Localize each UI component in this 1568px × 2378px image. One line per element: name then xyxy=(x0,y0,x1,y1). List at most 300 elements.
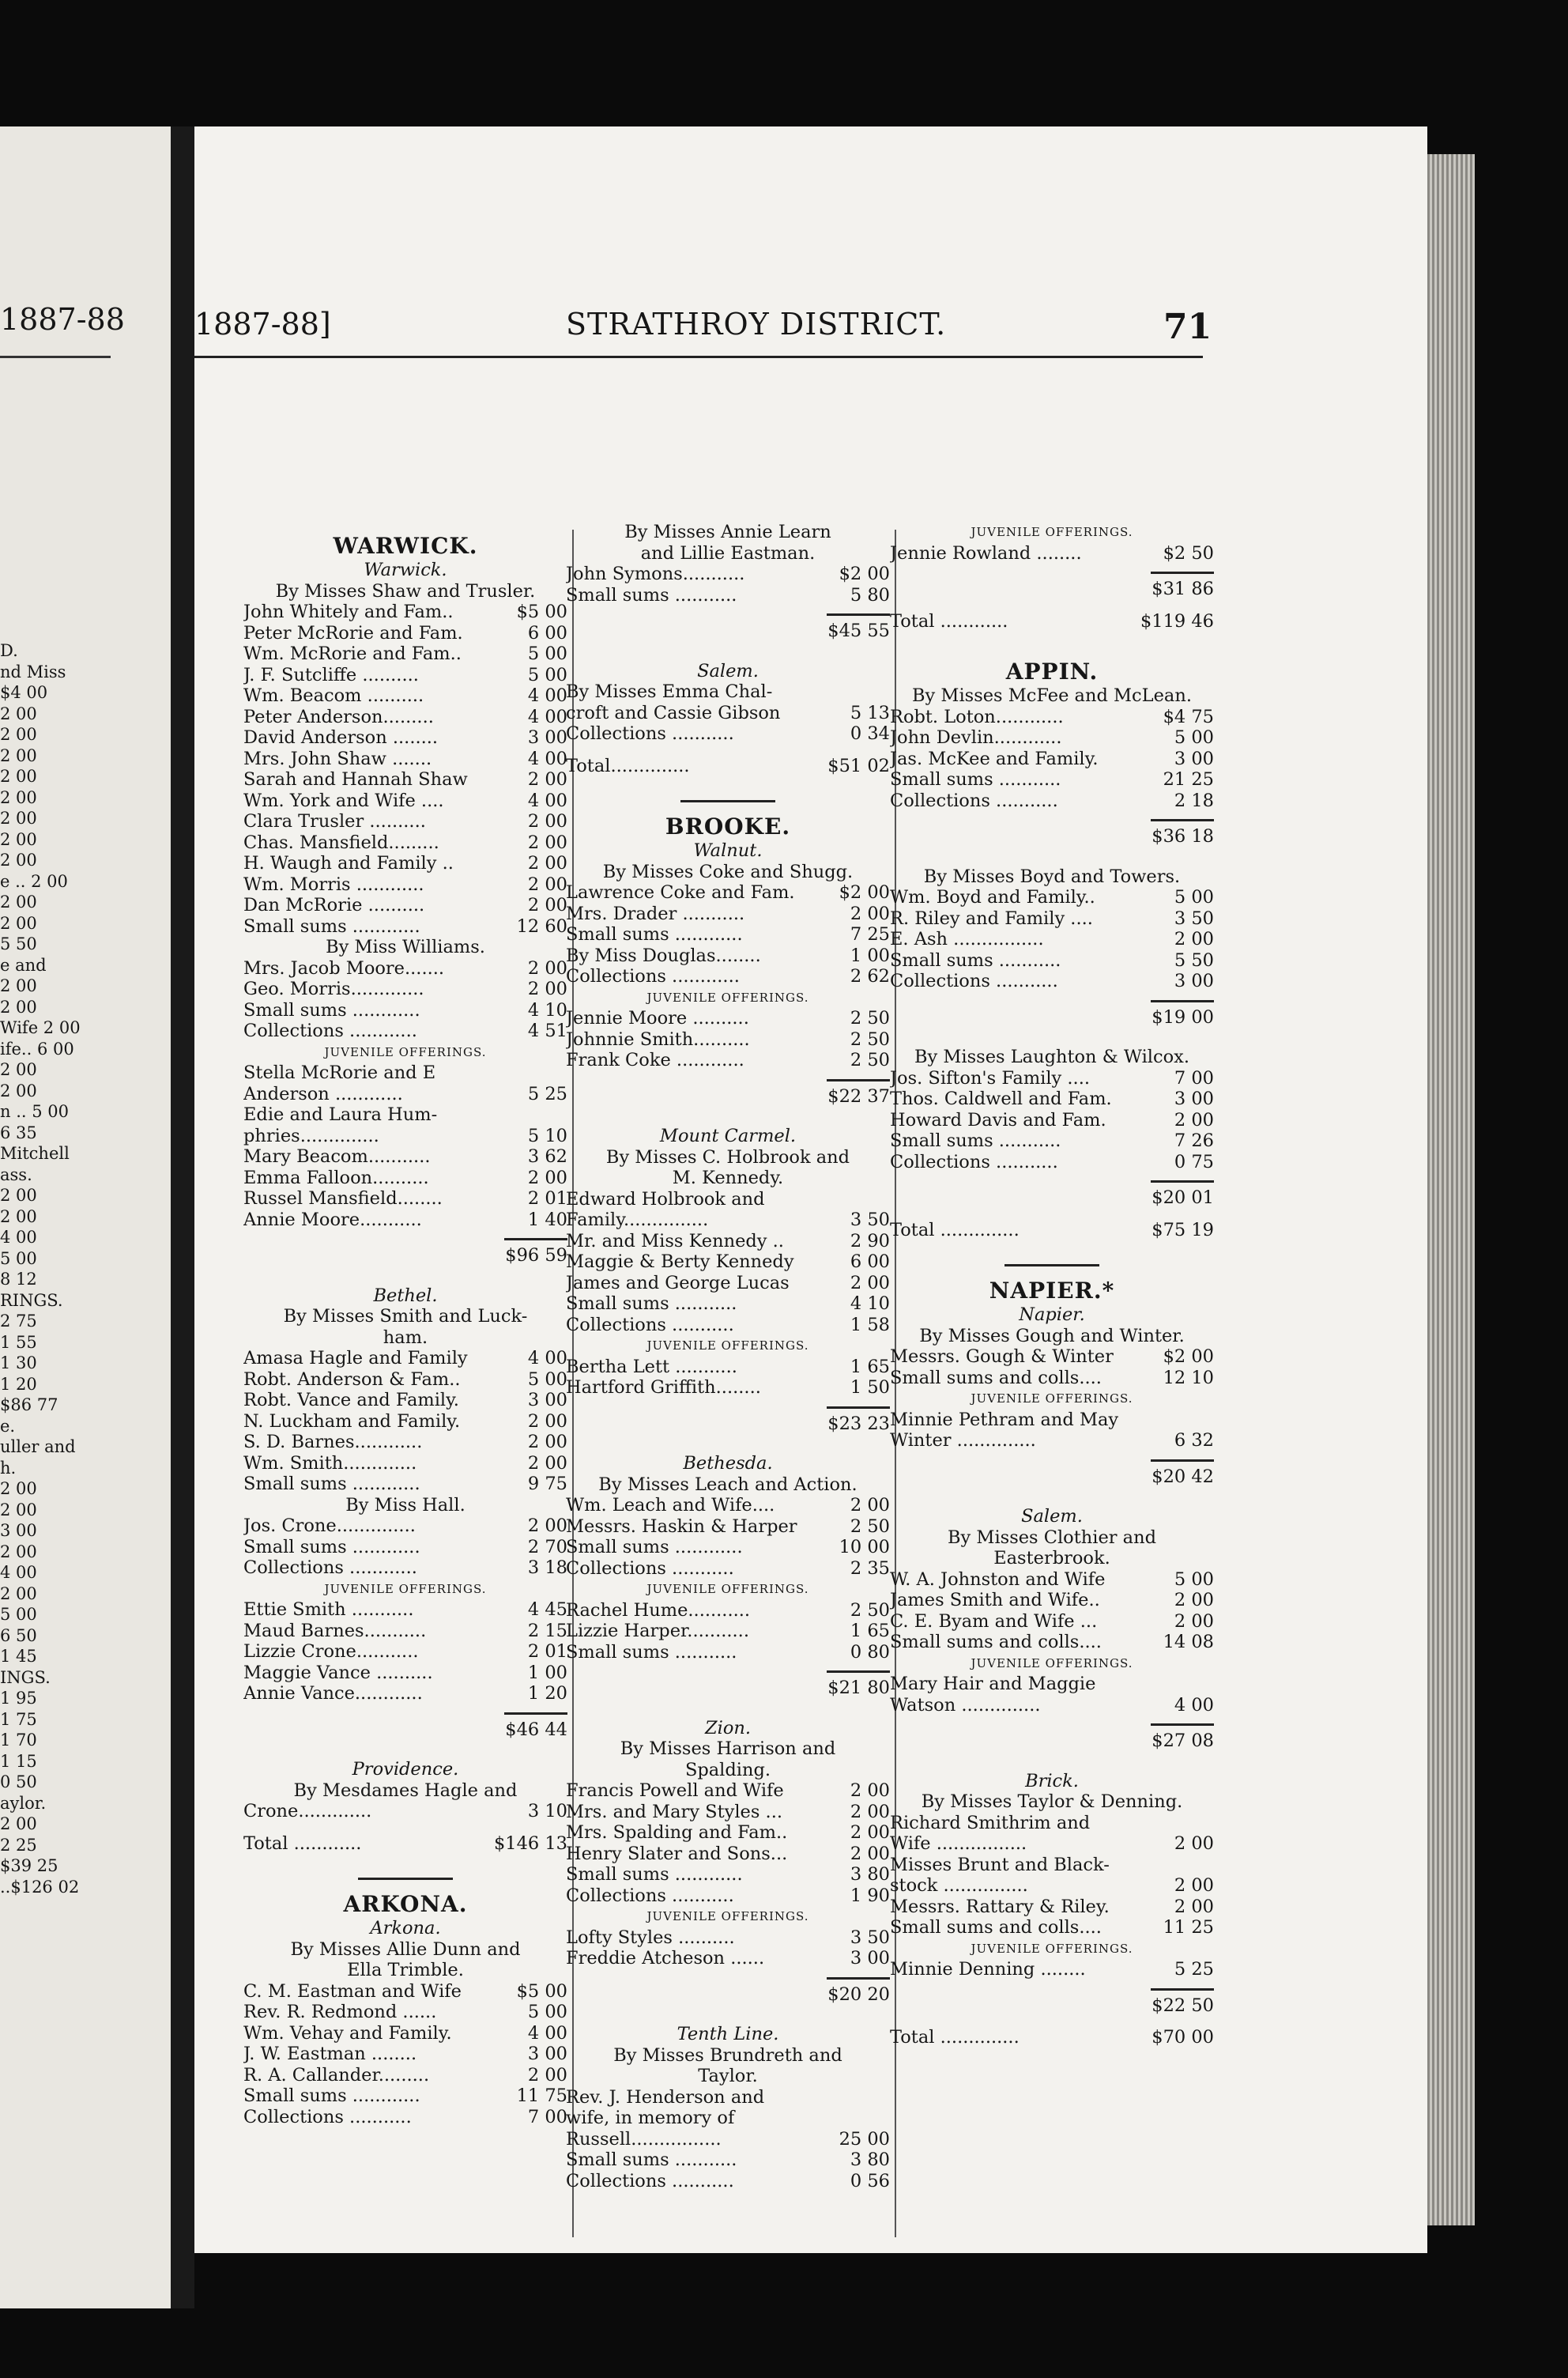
entry-amount: $4 75 xyxy=(1163,706,1214,727)
entry-line xyxy=(566,904,890,925)
entry-amount: 2 00 xyxy=(527,2064,567,2085)
entry-amount: 3 00 xyxy=(1174,1089,1214,1109)
left-page-fragment-line: nd Miss xyxy=(0,662,66,681)
left-page-fragment-line: 2 00 xyxy=(0,1500,37,1519)
juvenile-label: JUVENILE OFFERINGS. xyxy=(646,990,809,1005)
entry-name: Edward Holbrook and xyxy=(566,1188,765,1210)
entry-name: Collections ............ xyxy=(243,1557,417,1578)
entry-amount: 2 35 xyxy=(850,1557,890,1579)
entry-name: Collections ............ xyxy=(566,966,740,987)
left-page-fragment-line: ..$126 02 xyxy=(0,1877,80,1897)
entry-amount: 21 25 xyxy=(1163,769,1214,790)
entry-line xyxy=(890,929,1214,950)
left-page-fragment-line: D. xyxy=(0,641,18,660)
entry-line xyxy=(243,644,567,665)
entry-amount: 4 00 xyxy=(1174,1694,1214,1716)
entry-line xyxy=(243,1981,567,2002)
entry-name: Annie Moore........... xyxy=(243,1209,422,1230)
circuit-total: Total ............ $146 13 xyxy=(243,1833,567,1854)
entry-amount: 4 10 xyxy=(527,999,567,1021)
entry-amount: 7 00 xyxy=(1174,1067,1214,1089)
entry-amount: 4 10 xyxy=(850,1293,890,1314)
left-page-fragment-line: ass. xyxy=(0,1164,32,1184)
entry-line xyxy=(243,727,567,749)
entry-amount: 2 00 xyxy=(1174,1590,1214,1610)
entry-name: Geo. Morris............. xyxy=(243,979,424,999)
entry-line xyxy=(243,1537,567,1558)
entry-name: Collections ........... xyxy=(890,1151,1058,1172)
entry-line xyxy=(243,2002,567,2023)
collectors: By Misses Brundreth and xyxy=(613,2044,842,2066)
entries-list xyxy=(243,1801,567,1822)
entry-line xyxy=(566,1315,890,1336)
entry-line xyxy=(243,665,567,686)
entries-list xyxy=(890,1674,1214,1716)
entry-amount: 2 50 xyxy=(850,1029,890,1050)
entry-line xyxy=(243,853,567,874)
entry-line xyxy=(566,723,890,745)
entries-list xyxy=(243,1063,567,1230)
entry-name: Wm. Leach and Wife.... xyxy=(566,1495,775,1516)
left-page-fragment-line: ife.. 6 00 xyxy=(0,1039,74,1059)
appointment-name: Bethel. xyxy=(373,1285,438,1306)
entry-name: Minnie Denning ........ xyxy=(890,1959,1086,1980)
appointment-name: Bethesda. xyxy=(683,1453,773,1474)
entries-list xyxy=(890,1813,1214,1938)
entry-name: David Anderson ........ xyxy=(243,727,439,748)
entry-line xyxy=(243,1063,567,1084)
entry-line xyxy=(566,2087,890,2108)
entry-line xyxy=(890,1130,1214,1152)
entry-line xyxy=(243,1210,567,1231)
left-page-fragment-line: 1 95 xyxy=(0,1689,37,1708)
entry-line xyxy=(243,1021,567,1042)
collectors: Taylor. xyxy=(698,2066,758,2086)
entry-amount: 2 00 xyxy=(527,811,567,832)
entry-name: Ettie Smith ........... xyxy=(243,1599,414,1620)
entries-list xyxy=(890,1959,1214,1980)
entry-line xyxy=(566,1780,890,1802)
entry-name: Stella McRorie and E xyxy=(243,1063,436,1083)
juvenile-label: JUVENILE OFFERINGS. xyxy=(646,1909,809,1923)
collectors: By Misses Harrison and xyxy=(620,1738,836,1759)
collectors: By Mesdames Hagle and xyxy=(293,1780,518,1801)
left-page-fragment-line: 2 00 xyxy=(0,1060,37,1079)
entry-name: Robt. Vance and Family. xyxy=(243,1390,459,1410)
entry-name: Collections ........... xyxy=(566,1885,734,1906)
entry-name: J. W. Eastman ........ xyxy=(243,2044,417,2064)
entry-line xyxy=(890,791,1214,812)
entry-amount: 3 18 xyxy=(527,1557,567,1578)
entry-name: Maud Barnes........... xyxy=(243,1620,427,1641)
entry-line xyxy=(566,1621,890,1642)
entry-line xyxy=(243,1084,567,1105)
entry-amount: 2 00 xyxy=(1174,1875,1214,1896)
entry-line xyxy=(890,1632,1214,1653)
circuit-title: ARKONA. xyxy=(343,1891,468,1917)
entry-line xyxy=(566,2108,890,2129)
entry-amount: 2 90 xyxy=(850,1230,890,1251)
subtotal: $45 55 xyxy=(566,613,890,642)
entry-amount: 1 65 xyxy=(850,1356,890,1377)
collectors: By Misses Taylor & Denning. xyxy=(921,1791,1183,1812)
entry-name: Jos. Sifton's Family .... xyxy=(890,1067,1091,1089)
entry-amount: 3 50 xyxy=(1174,908,1214,929)
left-page-fragment-line: 4 00 xyxy=(0,1228,37,1247)
entry-name: Russell................ xyxy=(566,2128,722,2150)
entry-name: By Misses Emma Chal- xyxy=(566,681,773,702)
entry-amount: 2 00 xyxy=(850,1780,890,1801)
entry-line xyxy=(243,916,567,938)
juvenile-label: JUVENILE OFFERINGS. xyxy=(971,525,1133,539)
collectors: By Misses Shaw and Trusler. xyxy=(275,580,536,602)
entry-name: Frank Coke ............ xyxy=(566,1050,744,1070)
entry-name: Edie and Laura Hum- xyxy=(243,1104,438,1125)
entry-line xyxy=(890,1833,1214,1855)
entry-line xyxy=(566,1293,890,1315)
entry-amount: 1 00 xyxy=(527,1662,567,1683)
entry-name: Henry Slater and Sons... xyxy=(566,1843,788,1864)
subtotal: $20 01 xyxy=(890,1180,1214,1209)
entry-name: Johnnie Smith.......... xyxy=(566,1029,750,1050)
left-page-fragment-line: 2 00 xyxy=(0,913,37,933)
entry-amount: 2 50 xyxy=(850,1008,890,1029)
entry-line xyxy=(566,1189,890,1210)
entry-line xyxy=(243,791,567,812)
entry-name: Small sums ........... xyxy=(890,949,1061,971)
entry-amount: 4 51 xyxy=(527,1021,567,1041)
left-page-fragment-line: e .. 2 00 xyxy=(0,871,68,891)
entry-amount: 3 00 xyxy=(527,2044,567,2064)
entry-amount: 2 00 xyxy=(527,1410,567,1432)
entry-name: Collections ........... xyxy=(890,971,1058,991)
entry-line xyxy=(890,1855,1214,1876)
entry-name: Freddie Atcheson ...... xyxy=(566,1948,765,1968)
entry-amount: 2 00 xyxy=(527,1432,567,1452)
subtotal: $20 20 xyxy=(566,1977,890,2006)
entry-amount: 14 08 xyxy=(1163,1632,1214,1652)
entry-name: Small sums ............ xyxy=(243,915,420,937)
entry-line xyxy=(566,1642,890,1663)
juvenile-label: JUVENILE OFFERINGS. xyxy=(646,1338,809,1353)
entry-line xyxy=(566,1864,890,1885)
left-page-fragment-line: 2 25 xyxy=(0,1835,37,1855)
juvenile-label: JUVENILE OFFERINGS. xyxy=(971,1391,1133,1406)
entry-amount: 1 65 xyxy=(850,1621,890,1641)
entry-name: J. F. Sutcliffe .......... xyxy=(243,664,419,685)
collectors: and Lillie Eastman. xyxy=(640,542,816,564)
entry-line xyxy=(243,1641,567,1663)
entry-amount xyxy=(831,2087,890,2108)
entry-name: Francis Powell and Wife xyxy=(566,1780,784,1801)
entry-name: N. Luckham and Family. xyxy=(243,1410,461,1432)
entry-amount xyxy=(1155,1855,1214,1876)
entry-name: Wife ................ xyxy=(890,1833,1027,1854)
entry-line xyxy=(243,1168,567,1189)
entry-name: Misses Brunt and Black- xyxy=(890,1854,1110,1875)
left-page-fragment-line: 2 00 xyxy=(0,893,37,912)
entry-line xyxy=(243,1348,567,1369)
entry-amount: 3 00 xyxy=(850,1948,890,1968)
entry-amount: 3 00 xyxy=(527,1390,567,1410)
entry-name: Collections ........... xyxy=(566,2170,734,2191)
left-page-fragment-line: 5 00 xyxy=(0,1248,37,1268)
entry-line xyxy=(566,1600,890,1621)
entry-name: Small sums ............ xyxy=(243,999,420,1021)
left-page-header: 1887-88 xyxy=(0,302,125,337)
entry-amount: 0 75 xyxy=(1174,1151,1214,1172)
entry-name: R. Riley and Family .... xyxy=(890,908,1093,929)
entry-amount: 2 00 xyxy=(527,1452,567,1474)
entry-line xyxy=(890,950,1214,972)
entry-name: Watson .............. xyxy=(890,1694,1041,1716)
entry-amount: $2 00 xyxy=(1163,1346,1214,1367)
entry-amount: 1 50 xyxy=(850,1377,890,1398)
left-page-fragment-line: 2 00 xyxy=(0,997,37,1017)
collectors: By Misses Leach and Action. xyxy=(598,1474,858,1495)
entry-line xyxy=(890,1068,1214,1089)
entry-name: Robt. Anderson & Fam.. xyxy=(243,1368,461,1390)
entry-amount: 12 60 xyxy=(516,915,567,937)
entry-line xyxy=(890,1089,1214,1110)
entry-line xyxy=(243,1126,567,1147)
entry-name: Lizzie Crone........... xyxy=(243,1641,419,1662)
entries-list xyxy=(890,707,1214,812)
left-page-fragment-line: 0 50 xyxy=(0,1772,37,1791)
collectors: By Miss Hall. xyxy=(345,1494,466,1516)
collectors: By Misses Laughton & Wilcox. xyxy=(914,1047,1189,1067)
appointment-name: Napier. xyxy=(1019,1304,1085,1325)
entry-amount: 2 00 xyxy=(527,853,567,874)
entry-name: Small sums ............ xyxy=(566,1864,743,1885)
entry-name: Mrs. John Shaw ....... xyxy=(243,748,432,769)
left-page-fragment-line: 2 00 xyxy=(0,1479,37,1498)
entry-line xyxy=(243,602,567,623)
entry-amount: 7 26 xyxy=(1174,1130,1214,1151)
left-page-fragment-line: $86 77 xyxy=(0,1395,58,1414)
circuit-title: WARWICK. xyxy=(333,533,478,559)
entry-name: Collections ........... xyxy=(243,2106,412,2127)
entry-line xyxy=(243,769,567,791)
entry-amount: 4 00 xyxy=(527,706,567,727)
entry-line xyxy=(243,874,567,896)
entry-amount: 2 00 xyxy=(850,1843,890,1864)
entry-line xyxy=(566,1050,890,1071)
entry-name: Jos. Crone.............. xyxy=(243,1516,416,1536)
appointment-name: Walnut. xyxy=(693,840,763,861)
entry-name: Family............... xyxy=(566,1210,709,1230)
entries-list xyxy=(890,1068,1214,1173)
juvenile-label: JUVENILE OFFERINGS. xyxy=(971,1941,1133,1956)
entry-amount: 25 00 xyxy=(839,2128,890,2150)
entry-name: Collections ........... xyxy=(566,1557,734,1579)
entry-line xyxy=(243,2044,567,2065)
appointment-name: Tenth Line. xyxy=(677,2024,779,2044)
entries-list xyxy=(243,1599,567,1704)
juvenile-label: JUVENILE OFFERINGS. xyxy=(324,1581,487,1596)
entry-amount: 7 25 xyxy=(850,924,890,945)
entry-amount: 1 40 xyxy=(527,1209,567,1230)
entry-name: By Miss Douglas........ xyxy=(566,945,761,966)
entry-line xyxy=(566,1029,890,1051)
entry-amount: 2 00 xyxy=(850,903,890,924)
entry-amount: 5 00 xyxy=(527,664,567,685)
section-rule xyxy=(1004,1264,1099,1266)
entry-amount: 5 00 xyxy=(1174,1568,1214,1590)
column-1 xyxy=(243,522,567,2127)
entry-name: Russel Mansfield........ xyxy=(243,1188,443,1209)
entry-amount xyxy=(831,2108,890,2129)
entry-amount: 2 00 xyxy=(527,957,567,979)
entry-name: stock ............... xyxy=(890,1875,1028,1896)
entry-amount: 4 00 xyxy=(527,1348,567,1368)
entry-line xyxy=(890,1569,1214,1591)
entry-name: Maggie & Berty Kennedy xyxy=(566,1251,794,1272)
entry-line xyxy=(243,811,567,832)
column-3 xyxy=(890,522,1214,2048)
entry-line xyxy=(566,1516,890,1538)
entry-line xyxy=(566,1231,890,1252)
left-page-fragment-line: e. xyxy=(0,1416,16,1436)
left-page-fragment-line: INGS. xyxy=(0,1667,51,1687)
left-page-fragment-line: 3 00 xyxy=(0,1521,37,1540)
entry-amount: 0 34 xyxy=(850,723,890,744)
left-page-fragment-line: 2 00 xyxy=(0,725,37,744)
entry-line xyxy=(243,1000,567,1021)
left-page-fragment-line: 2 00 xyxy=(0,1583,37,1603)
left-page-fragment-line: 5 00 xyxy=(0,1605,37,1624)
subtotal: $22 50 xyxy=(890,1988,1214,2017)
entry-amount: 3 80 xyxy=(850,2150,890,2170)
page-edges xyxy=(1427,154,1475,2225)
collectors: By Misses C. Holbrook and xyxy=(605,1146,850,1168)
entry-name: John Devlin............ xyxy=(890,727,1062,748)
entry-amount xyxy=(1155,1674,1214,1695)
entry-name: James Smith and Wife.. xyxy=(890,1590,1100,1610)
entry-name: Jas. McKee and Family. xyxy=(890,748,1099,769)
entry-amount: 2 00 xyxy=(1174,1610,1214,1632)
entry-name: Mary Beacom........... xyxy=(243,1146,431,1167)
left-page-fragment-line: 2 00 xyxy=(0,745,37,765)
collectors: By Misses Allie Dunn and xyxy=(290,1938,521,1960)
left-page-fragment-line: 2 00 xyxy=(0,1081,37,1100)
entry-line xyxy=(566,2171,890,2192)
entries-list xyxy=(890,1346,1214,1388)
entry-name: Thos. Caldwell and Fam. xyxy=(890,1089,1112,1109)
entry-amount xyxy=(509,1104,567,1126)
entries-list xyxy=(566,1495,890,1579)
left-page-fragment-line: 1 55 xyxy=(0,1332,37,1352)
entry-amount: 3 10 xyxy=(527,1801,567,1821)
subtotal: $31 86 xyxy=(890,572,1214,600)
entry-amount: 2 01 xyxy=(527,1641,567,1662)
entries-list xyxy=(243,1348,567,1495)
left-page-lines xyxy=(0,640,119,1897)
entry-name: Howard Davis and Fam. xyxy=(890,1109,1106,1130)
entry-name: W. A. Johnston and Wife xyxy=(890,1568,1106,1590)
entry-name: Messrs. Gough & Winter xyxy=(890,1346,1114,1367)
entry-amount: 1 90 xyxy=(850,1885,890,1906)
entry-name: Mrs. Drader ........... xyxy=(566,903,745,924)
entry-amount: 4 00 xyxy=(527,748,567,769)
entry-amount: 2 00 xyxy=(527,769,567,790)
collectors: M. Kennedy. xyxy=(672,1168,784,1188)
entry-name: Small sums ............ xyxy=(243,1536,420,1557)
entry-amount: 4 00 xyxy=(527,2022,567,2044)
entry-name: Rachel Hume........... xyxy=(566,1599,751,1621)
entry-amount: 2 00 xyxy=(1174,1109,1214,1130)
circuit-title: BROOKE. xyxy=(665,813,791,840)
entries-list xyxy=(890,887,1214,992)
circuit-title: NAPIER.* xyxy=(989,1278,1115,1304)
entry-line xyxy=(243,1599,567,1621)
entries-list xyxy=(890,1410,1214,1451)
entry-name: Lizzie Harper........... xyxy=(566,1621,749,1641)
entry-line xyxy=(566,564,890,585)
collectors: By Misses Clothier and xyxy=(948,1527,1156,1548)
entry-name: Winter .............. xyxy=(890,1430,1036,1451)
entries-list xyxy=(243,1981,567,2128)
left-page-fragment-line: 5 50 xyxy=(0,934,37,953)
entry-line xyxy=(243,1474,567,1495)
entry-amount: 2 00 xyxy=(527,832,567,853)
page-number: 71 xyxy=(1163,307,1212,347)
entry-amount: 2 00 xyxy=(1174,1833,1214,1854)
entry-amount: 6 32 xyxy=(1174,1430,1214,1451)
entry-name: Mrs. and Mary Styles ... xyxy=(566,1801,783,1822)
collectors: By Misses McFee and McLean. xyxy=(912,685,1192,706)
entry-name: Jennie Rowland ........ xyxy=(890,542,1082,564)
entries-list xyxy=(890,1569,1214,1653)
subtotal: $22 37 xyxy=(566,1079,890,1108)
entries-list xyxy=(243,602,567,937)
entry-amount: 9 75 xyxy=(527,1474,567,1494)
entry-amount: 11 25 xyxy=(1163,1917,1214,1938)
entry-name: Amasa Hagle and Family xyxy=(243,1348,468,1368)
entry-amount: 2 00 xyxy=(527,895,567,915)
entry-name: Wm. McRorie and Fam.. xyxy=(243,644,462,664)
entry-name: Small sums ........... xyxy=(566,1293,737,1314)
entry-line xyxy=(243,749,567,770)
left-page-fragment-line: 2 00 xyxy=(0,976,37,995)
appointment-name: Salem. xyxy=(697,660,759,681)
entry-line xyxy=(243,2065,567,2086)
left-page-fragment-line: 2 00 xyxy=(0,829,37,849)
entries-list xyxy=(566,1008,890,1071)
entry-name: Small sums ............ xyxy=(243,2085,420,2106)
entry-name: Wm. Smith............. xyxy=(243,1452,417,1474)
entry-line xyxy=(890,1152,1214,1173)
entry-name: Peter Anderson......... xyxy=(243,706,434,727)
entry-amount: 2 01 xyxy=(527,1188,567,1209)
entry-line xyxy=(890,1674,1214,1695)
entry-line xyxy=(243,2085,567,2107)
entry-name: Small sums ........... xyxy=(566,1641,737,1663)
entry-line xyxy=(890,1346,1214,1368)
subtotal: $21 80 xyxy=(566,1670,890,1699)
entry-amount: 6 00 xyxy=(527,622,567,644)
collectors: By Misses Coke and Shugg. xyxy=(602,861,854,882)
entry-amount: 3 00 xyxy=(1174,748,1214,769)
appointment-name: Arkona. xyxy=(370,1918,441,1938)
entry-line xyxy=(890,1897,1214,1918)
entry-line xyxy=(243,958,567,980)
entry-name: Wm. Morris ............ xyxy=(243,874,424,895)
entry-amount xyxy=(509,1063,567,1084)
collectors: Easterbrook. xyxy=(993,1548,1110,1568)
entry-line xyxy=(566,681,890,703)
entries-list xyxy=(566,1600,890,1663)
